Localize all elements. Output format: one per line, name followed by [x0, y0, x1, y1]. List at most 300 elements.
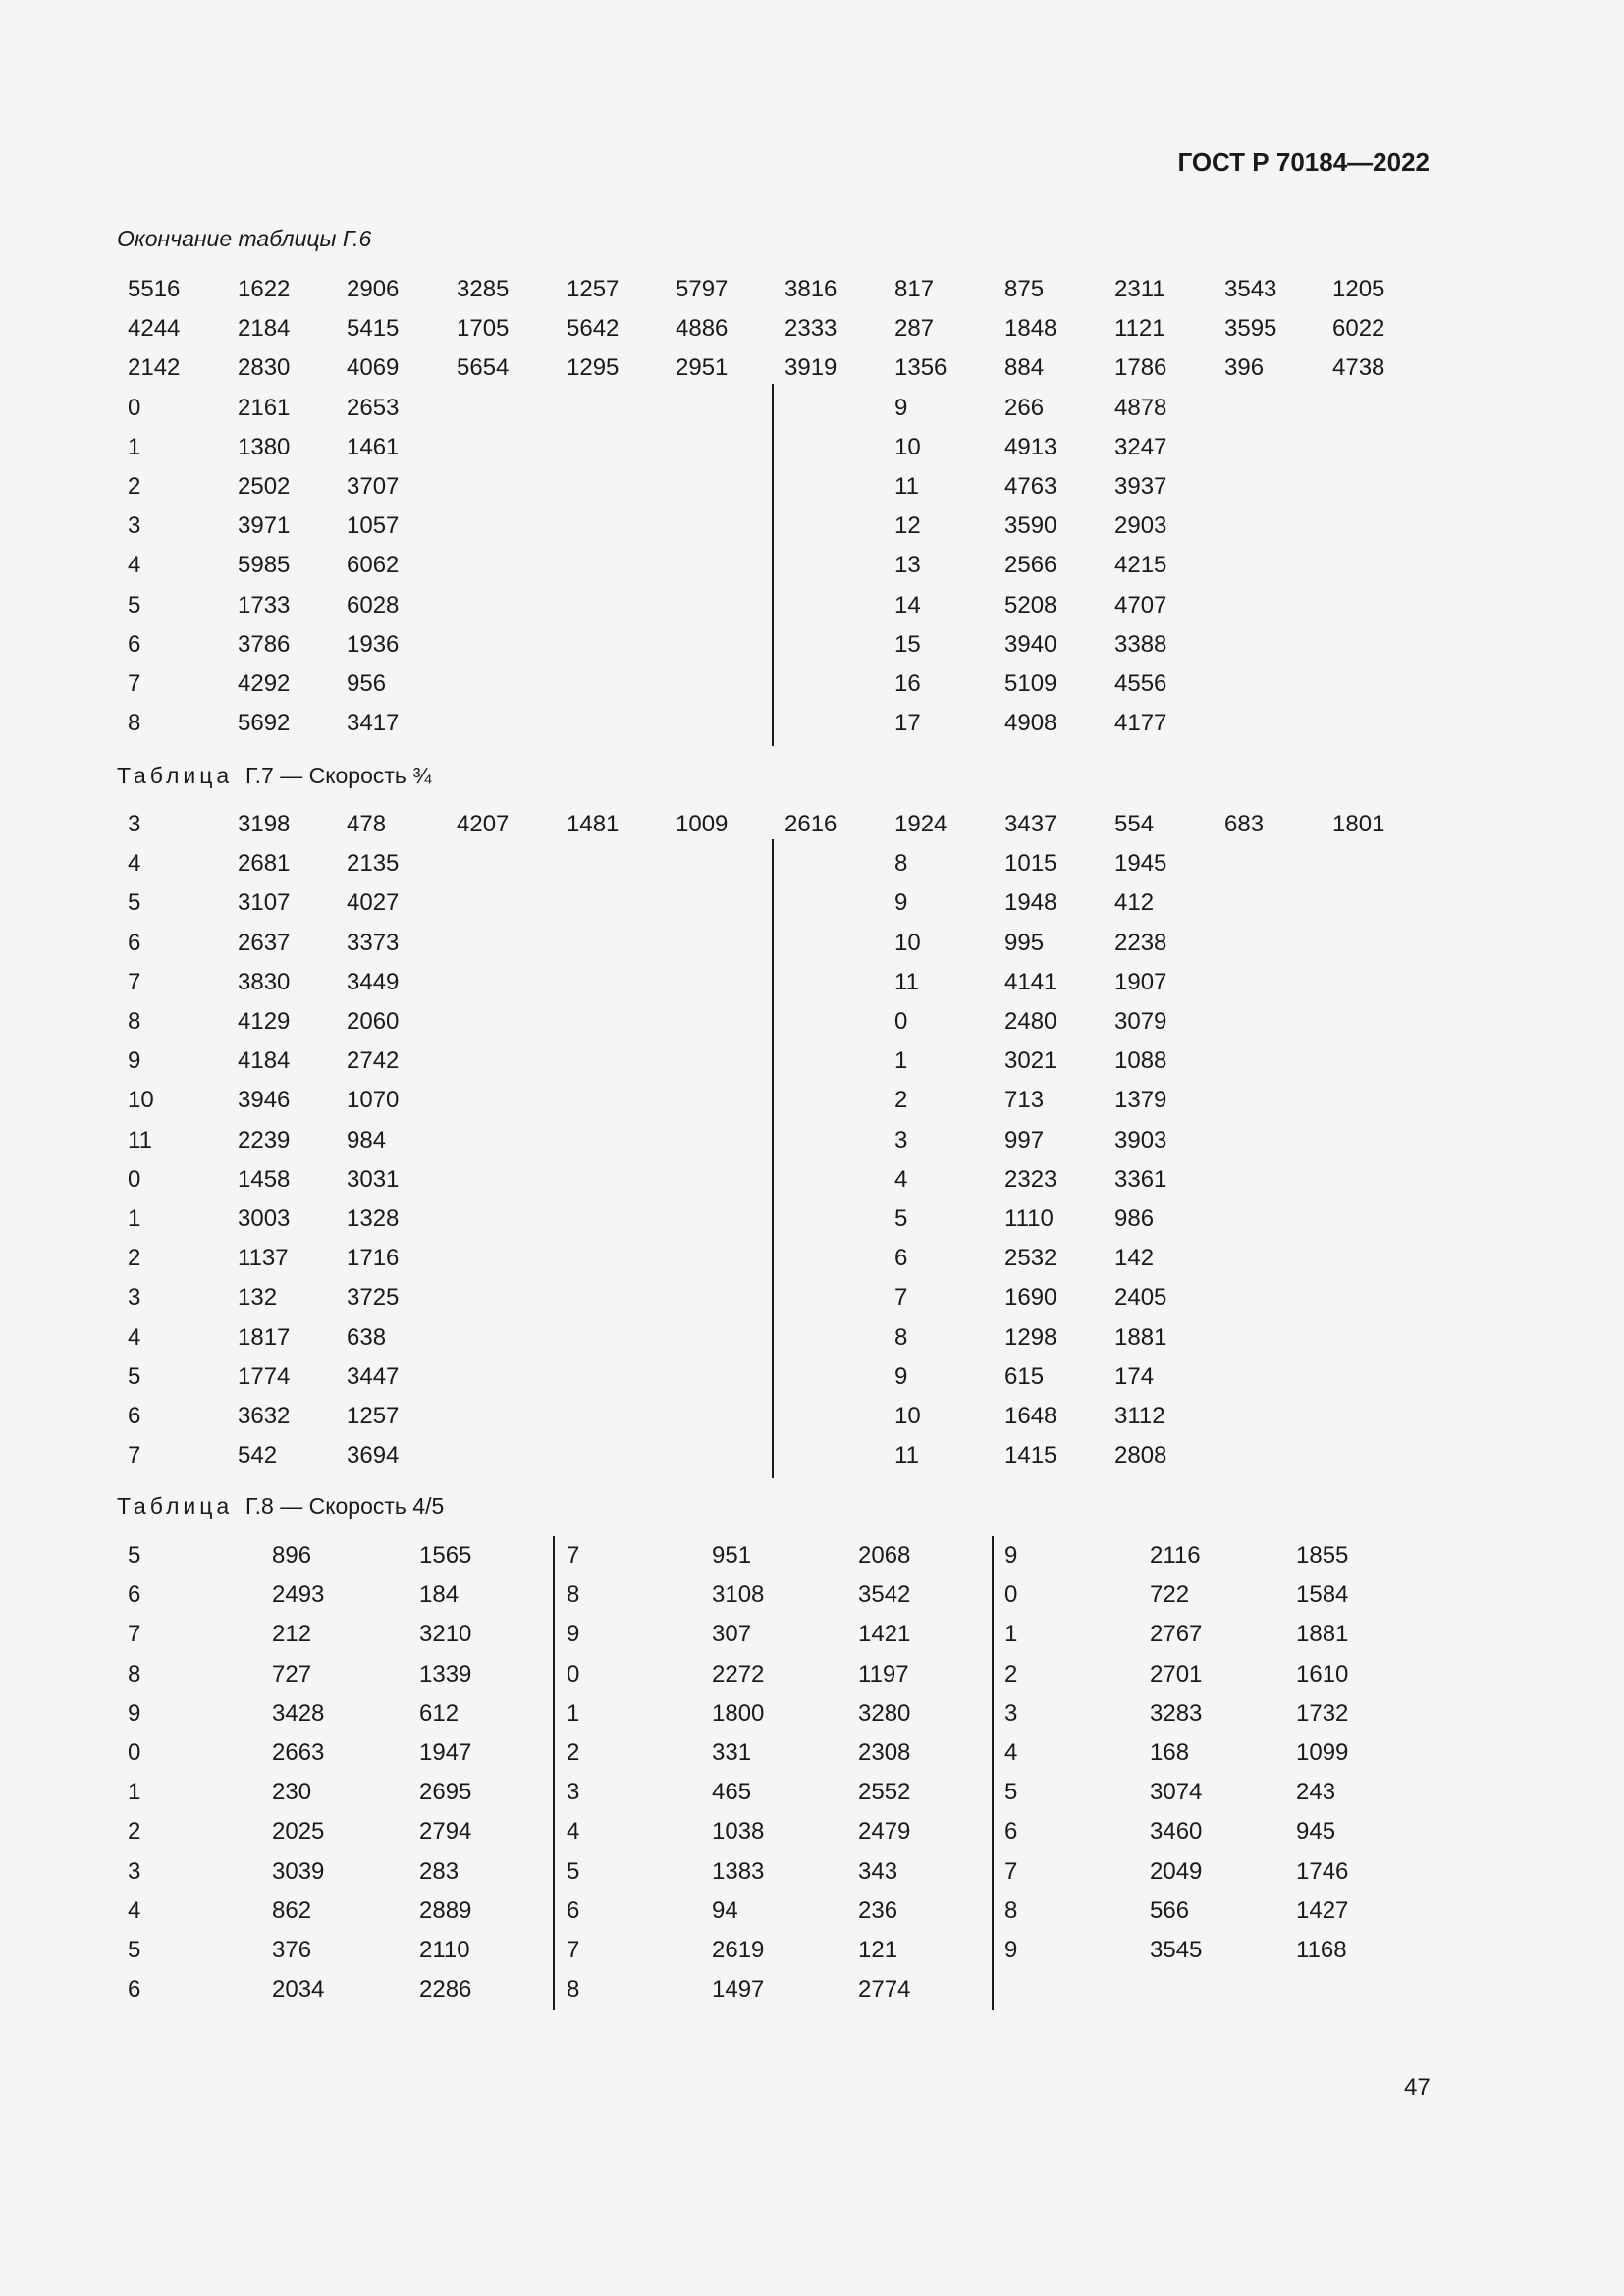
table-cell: 3417 [347, 710, 400, 737]
table-cell: 9 [894, 1362, 908, 1390]
table-cell: 174 [1114, 1362, 1155, 1390]
table-cell: 2480 [1004, 1008, 1057, 1035]
table-cell: 1137 [238, 1245, 289, 1272]
table-cell: 465 [712, 1779, 752, 1806]
table-cell: 3590 [1004, 512, 1057, 540]
table-cell: 7 [567, 1937, 580, 1963]
table-cell: 3786 [238, 630, 291, 658]
table-cell: 2405 [1114, 1284, 1167, 1311]
table-cell: 1907 [1114, 968, 1167, 995]
table-cell: 3460 [1150, 1818, 1203, 1845]
document-header: ГОСТ Р 70184—2022 [1177, 147, 1430, 177]
table-cell: 1038 [712, 1818, 765, 1845]
table-cell: 5 [1004, 1779, 1018, 1806]
table-cell: 3449 [347, 968, 400, 995]
table-cell: 5797 [676, 276, 729, 302]
table-cell: 3 [128, 1857, 141, 1885]
table-cell: 1817 [238, 1323, 291, 1351]
table-cell: 12 [894, 512, 921, 540]
table-cell: 331 [712, 1739, 752, 1766]
table-cell: 4184 [238, 1047, 291, 1075]
table-cell: 3816 [785, 276, 838, 302]
table-cell: 3946 [238, 1087, 291, 1114]
table-cell: 3283 [1150, 1699, 1203, 1727]
table-cell: 1 [1004, 1621, 1018, 1648]
table-cell: 2239 [238, 1126, 291, 1153]
table-cell: 612 [419, 1699, 460, 1727]
table-cell: 896 [272, 1542, 312, 1569]
table-cell: 1881 [1114, 1323, 1167, 1351]
table-cell: 10 [894, 433, 921, 460]
table-cell: 8 [128, 710, 141, 737]
table-cell: 1257 [347, 1403, 400, 1429]
table-cell: 142 [1114, 1245, 1155, 1272]
table-cell: 2135 [347, 850, 400, 878]
table-label: Таблица [117, 1493, 234, 1519]
table-cell: 243 [1296, 1779, 1336, 1806]
table-cell: 3971 [238, 512, 291, 540]
table-cell: 3428 [272, 1699, 325, 1727]
table-cell: 3112 [1114, 1403, 1165, 1429]
table-cell: 4 [128, 1323, 141, 1351]
table-cell: 4207 [457, 811, 510, 837]
table-cell: 5642 [567, 315, 620, 343]
table-cell: 1705 [457, 315, 510, 343]
table-cell: 1945 [1114, 850, 1167, 878]
table-cell: 6028 [347, 591, 400, 618]
table-cell: 11 [894, 473, 919, 500]
table-cell: 4177 [1114, 710, 1167, 737]
table-cell: 7 [567, 1542, 580, 1569]
table-cell: 1379 [1114, 1087, 1167, 1114]
table-cell: 1015 [1004, 850, 1057, 878]
table-cell: 2663 [272, 1739, 325, 1766]
table-cell: 566 [1150, 1896, 1190, 1924]
table-cell: 2794 [419, 1818, 472, 1845]
table-cell: 4 [1004, 1739, 1018, 1766]
table-cell: 3 [1004, 1699, 1018, 1727]
table-cell: 2566 [1004, 552, 1057, 579]
table-cell: 2161 [238, 394, 291, 421]
table-cell: 2060 [347, 1008, 400, 1035]
table-cell: 2 [567, 1739, 580, 1766]
table-cell: 11 [894, 968, 919, 995]
table-cell: 3543 [1224, 276, 1277, 302]
table-cell: 727 [272, 1660, 312, 1687]
table-cell: 2333 [785, 315, 838, 343]
table-cell: 3 [128, 512, 141, 540]
table-cell: 2616 [785, 811, 838, 837]
table-cell: 5109 [1004, 670, 1057, 697]
table-g8-caption [117, 1493, 444, 1520]
table-cell: 9 [894, 889, 908, 917]
table-cell: 6022 [1332, 315, 1385, 343]
table-cell: 1099 [1296, 1739, 1349, 1766]
table-cell: 2830 [238, 354, 291, 382]
table-cell: 396 [1224, 354, 1265, 382]
table-cell: 13 [894, 552, 921, 579]
table-cell: 8 [128, 1008, 141, 1035]
table-cell: 3694 [347, 1442, 400, 1469]
table-cell: 9 [567, 1621, 580, 1648]
table-cell: 6 [567, 1896, 580, 1924]
table-cell: 2034 [272, 1976, 325, 2003]
table-cell: 3545 [1150, 1937, 1203, 1963]
table-cell: 3937 [1114, 473, 1167, 500]
table-cell: 8 [894, 850, 908, 878]
table-cell: 11 [128, 1126, 152, 1153]
table-cell: 15 [894, 630, 921, 658]
table-cell: 2 [1004, 1660, 1018, 1687]
table-cell: 7 [894, 1284, 908, 1311]
table-cell: 1774 [238, 1362, 291, 1390]
table-cell: 4 [894, 1165, 908, 1193]
column-divider [992, 1536, 994, 2010]
table-cell: 2272 [712, 1660, 765, 1687]
table-cell: 343 [858, 1857, 898, 1885]
table-cell: 236 [858, 1896, 898, 1924]
table-cell: 3280 [858, 1699, 911, 1727]
table-cell: 722 [1150, 1581, 1190, 1609]
table-cell: 1415 [1004, 1442, 1057, 1469]
table-cell: 3074 [1150, 1779, 1203, 1806]
table-cell: 5692 [238, 710, 291, 737]
table-cell: 1295 [567, 354, 620, 382]
table-cell: 10 [894, 929, 921, 956]
table-cell: 1257 [567, 276, 620, 302]
table-cell: 1 [894, 1047, 908, 1075]
table-title: Г.7 — Скорость ¾ [244, 763, 432, 788]
table-cell: 2184 [238, 315, 291, 343]
table-cell: 3031 [347, 1165, 400, 1193]
table-cell: 0 [128, 1165, 141, 1193]
table-cell: 3039 [272, 1857, 325, 1885]
table-cell: 9 [128, 1047, 141, 1075]
table-cell: 875 [1004, 276, 1045, 302]
table-cell: 945 [1296, 1818, 1336, 1845]
table-cell: 997 [1004, 1126, 1045, 1153]
table-cell: 1924 [894, 811, 947, 837]
table-cell: 4707 [1114, 591, 1167, 618]
table-cell: 2 [128, 473, 141, 500]
table-cell: 3198 [238, 811, 291, 837]
table-cell: 5654 [457, 354, 510, 382]
table-cell: 1070 [347, 1087, 400, 1114]
table-cell: 862 [272, 1896, 312, 1924]
table-cell: 2653 [347, 394, 400, 421]
table-cell: 3247 [1114, 433, 1167, 460]
table-cell: 1648 [1004, 1403, 1057, 1429]
table-cell: 3919 [785, 354, 838, 382]
table-cell: 9 [1004, 1542, 1018, 1569]
table-cell: 2 [128, 1245, 141, 1272]
table-cell: 2323 [1004, 1165, 1057, 1193]
table-g6-continuation-caption: Окончание таблицы Г.6 [117, 226, 372, 251]
table-cell: 2 [894, 1087, 908, 1114]
table-cell: 7 [128, 1621, 141, 1648]
table-cell: 4763 [1004, 473, 1057, 500]
table-cell: 1461 [347, 433, 400, 460]
table-cell: 478 [347, 811, 387, 837]
table-cell: 3 [128, 811, 141, 837]
table-cell: 2 [128, 1818, 141, 1845]
table-cell: 2951 [676, 354, 729, 382]
table-cell: 4 [567, 1818, 580, 1845]
table-cell: 10 [128, 1087, 154, 1114]
table-cell: 995 [1004, 929, 1045, 956]
table-cell: 2532 [1004, 1245, 1057, 1272]
table-cell: 14 [894, 591, 921, 618]
table-cell: 4878 [1114, 394, 1167, 421]
table-cell: 1427 [1296, 1896, 1349, 1924]
table-cell: 4 [128, 1896, 141, 1924]
table-cell: 2238 [1114, 929, 1167, 956]
table-cell: 4244 [128, 315, 181, 343]
table-cell: 1 [128, 1205, 141, 1232]
table-cell: 2637 [238, 929, 291, 956]
table-cell: 3388 [1114, 630, 1167, 658]
table-cell: 3707 [347, 473, 400, 500]
table-cell: 817 [894, 276, 935, 302]
table-cell: 212 [272, 1621, 312, 1648]
table-cell: 0 [567, 1660, 580, 1687]
table-cell: 3940 [1004, 630, 1057, 658]
table-cell: 1009 [676, 811, 729, 837]
table-cell: 5985 [238, 552, 291, 579]
table-cell: 0 [894, 1008, 908, 1035]
table-cell: 1481 [567, 811, 620, 837]
table-cell: 2742 [347, 1047, 400, 1075]
table-cell: 2068 [858, 1542, 911, 1569]
table-cell: 121 [858, 1937, 898, 1963]
table-cell: 1690 [1004, 1284, 1057, 1311]
table-cell: 376 [272, 1937, 312, 1963]
table-cell: 7 [128, 670, 141, 697]
table-cell: 2116 [1150, 1542, 1201, 1569]
table-cell: 307 [712, 1621, 752, 1648]
table-cell: 4027 [347, 889, 400, 917]
table-cell: 1584 [1296, 1581, 1349, 1609]
table-cell: 4738 [1332, 354, 1385, 382]
table-cell: 3 [128, 1284, 141, 1311]
table-cell: 683 [1224, 811, 1265, 837]
table-cell: 6 [1004, 1818, 1018, 1845]
table-cell: 1948 [1004, 889, 1057, 917]
table-cell: 7 [128, 1442, 141, 1469]
table-cell: 5 [128, 591, 141, 618]
table-cell: 6062 [347, 552, 400, 579]
table-cell: 1298 [1004, 1323, 1057, 1351]
table-cell: 2552 [858, 1779, 911, 1806]
table-cell: 5 [894, 1205, 908, 1232]
table-cell: 5516 [128, 276, 181, 302]
table-cell: 1 [128, 1779, 141, 1806]
table-cell: 287 [894, 315, 935, 343]
table-cell: 8 [1004, 1896, 1018, 1924]
table-cell: 713 [1004, 1087, 1045, 1114]
table-cell: 2695 [419, 1779, 472, 1806]
table-cell: 2619 [712, 1937, 765, 1963]
table-cell: 230 [272, 1779, 312, 1806]
table-cell: 1205 [1332, 276, 1385, 302]
table-cell: 3447 [347, 1362, 400, 1390]
table-cell: 2110 [419, 1937, 470, 1963]
table-cell: 1947 [419, 1739, 472, 1766]
table-cell: 1881 [1296, 1621, 1349, 1648]
table-cell: 2774 [858, 1976, 911, 2003]
table-cell: 412 [1114, 889, 1155, 917]
table-cell: 1716 [347, 1245, 400, 1272]
table-cell: 94 [712, 1896, 738, 1924]
table-cell: 3725 [347, 1284, 400, 1311]
table-cell: 0 [128, 394, 141, 421]
table-cell: 1786 [1114, 354, 1167, 382]
table-cell: 1610 [1296, 1660, 1349, 1687]
table-cell: 2286 [419, 1976, 472, 2003]
table-cell: 6 [128, 1403, 141, 1429]
table-cell: 2308 [858, 1739, 911, 1766]
table-cell: 1565 [419, 1542, 472, 1569]
table-cell: 3079 [1114, 1008, 1167, 1035]
table-cell: 1110 [1004, 1205, 1054, 1232]
table-cell: 4129 [238, 1008, 291, 1035]
table-cell: 3107 [238, 889, 291, 917]
table-cell: 7 [1004, 1857, 1018, 1885]
table-cell: 3210 [419, 1621, 472, 1648]
table-cell: 4069 [347, 354, 400, 382]
table-cell: 266 [1004, 394, 1045, 421]
table-cell: 542 [238, 1442, 278, 1469]
table-title: Г.8 — Скорость 4/5 [244, 1493, 445, 1519]
table-cell: 986 [1114, 1205, 1155, 1232]
table-cell: 3830 [238, 968, 291, 995]
table-cell: 3373 [347, 929, 400, 956]
table-cell: 6 [128, 1976, 141, 2003]
table-cell: 1622 [238, 276, 291, 302]
table-cell: 2142 [128, 354, 181, 382]
table-cell: 4908 [1004, 710, 1057, 737]
table-cell: 8 [567, 1581, 580, 1609]
table-cell: 2049 [1150, 1857, 1203, 1885]
table-cell: 7 [128, 968, 141, 995]
table-cell: 3903 [1114, 1126, 1167, 1153]
table-cell: 1383 [712, 1857, 765, 1885]
table-cell: 168 [1150, 1739, 1190, 1766]
table-cell: 3595 [1224, 315, 1277, 343]
table-cell: 2681 [238, 850, 291, 878]
table-cell: 10 [894, 1403, 921, 1429]
table-cell: 4141 [1004, 968, 1057, 995]
table-cell: 3542 [858, 1581, 911, 1609]
table-cell: 2889 [419, 1896, 472, 1924]
table-cell: 1339 [419, 1660, 472, 1687]
table-cell: 1088 [1114, 1047, 1167, 1075]
table-cell: 1328 [347, 1205, 400, 1232]
table-cell: 3437 [1004, 811, 1057, 837]
table-cell: 5 [128, 1362, 141, 1390]
table-cell: 3 [567, 1779, 580, 1806]
table-g7-caption [117, 763, 431, 789]
table-cell: 9 [128, 1699, 141, 1727]
table-cell: 0 [128, 1739, 141, 1766]
table-cell: 956 [347, 670, 387, 697]
table-cell: 2767 [1150, 1621, 1203, 1648]
table-cell: 2903 [1114, 512, 1167, 540]
table-cell: 3 [894, 1126, 908, 1153]
table-cell: 5 [128, 1542, 141, 1569]
table-cell: 6 [128, 1581, 141, 1609]
table-cell: 16 [894, 670, 921, 697]
table-cell: 1458 [238, 1165, 291, 1193]
table-cell: 5 [567, 1857, 580, 1885]
table-cell: 4215 [1114, 552, 1167, 579]
table-cell: 1497 [712, 1976, 765, 2003]
table-cell: 1121 [1114, 315, 1165, 343]
table-cell: 9 [1004, 1937, 1018, 1963]
table-cell: 9 [894, 394, 908, 421]
table-cell: 3361 [1114, 1165, 1167, 1193]
table-cell: 2479 [858, 1818, 911, 1845]
table-cell: 1800 [712, 1699, 765, 1727]
table-cell: 5 [128, 1937, 141, 1963]
table-cell: 132 [238, 1284, 278, 1311]
table-cell: 3003 [238, 1205, 291, 1232]
table-cell: 2493 [272, 1581, 325, 1609]
table-cell: 5415 [347, 315, 400, 343]
table-cell: 6 [894, 1245, 908, 1272]
table-cell: 1057 [347, 512, 400, 540]
table-cell: 554 [1114, 811, 1155, 837]
table-cell: 8 [128, 1660, 141, 1687]
table-cell: 638 [347, 1323, 387, 1351]
table-cell: 4292 [238, 670, 291, 697]
table-cell: 884 [1004, 354, 1045, 382]
table-cell: 1746 [1296, 1857, 1349, 1885]
table-cell: 1168 [1296, 1937, 1347, 1963]
table-cell: 0 [1004, 1581, 1018, 1609]
table-cell: 3632 [238, 1403, 291, 1429]
table-cell: 8 [567, 1976, 580, 2003]
table-cell: 1380 [238, 433, 291, 460]
table-cell: 1733 [238, 591, 291, 618]
table-cell: 1197 [858, 1660, 909, 1687]
table-cell: 1356 [894, 354, 947, 382]
column-divider [553, 1536, 555, 2010]
table-cell: 283 [419, 1857, 460, 1885]
table-cell: 4 [128, 850, 141, 878]
table-cell: 4913 [1004, 433, 1057, 460]
table-cell: 6 [128, 630, 141, 658]
table-cell: 17 [894, 710, 921, 737]
table-cell: 1 [567, 1699, 580, 1727]
table-cell: 2701 [1150, 1660, 1203, 1687]
table-cell: 2311 [1114, 276, 1165, 302]
table-cell: 951 [712, 1542, 752, 1569]
table-cell: 2906 [347, 276, 400, 302]
table-cell: 1848 [1004, 315, 1057, 343]
table-cell: 5208 [1004, 591, 1057, 618]
column-divider [772, 839, 774, 1478]
table-label: Таблица [117, 763, 234, 788]
table-cell: 1 [128, 433, 141, 460]
table-cell: 1421 [858, 1621, 911, 1648]
table-cell: 1801 [1332, 811, 1385, 837]
table-cell: 2025 [272, 1818, 325, 1845]
page-number: 47 [1404, 2074, 1431, 2101]
table-cell: 8 [894, 1323, 908, 1351]
table-cell: 6 [128, 929, 141, 956]
column-divider [772, 384, 774, 747]
